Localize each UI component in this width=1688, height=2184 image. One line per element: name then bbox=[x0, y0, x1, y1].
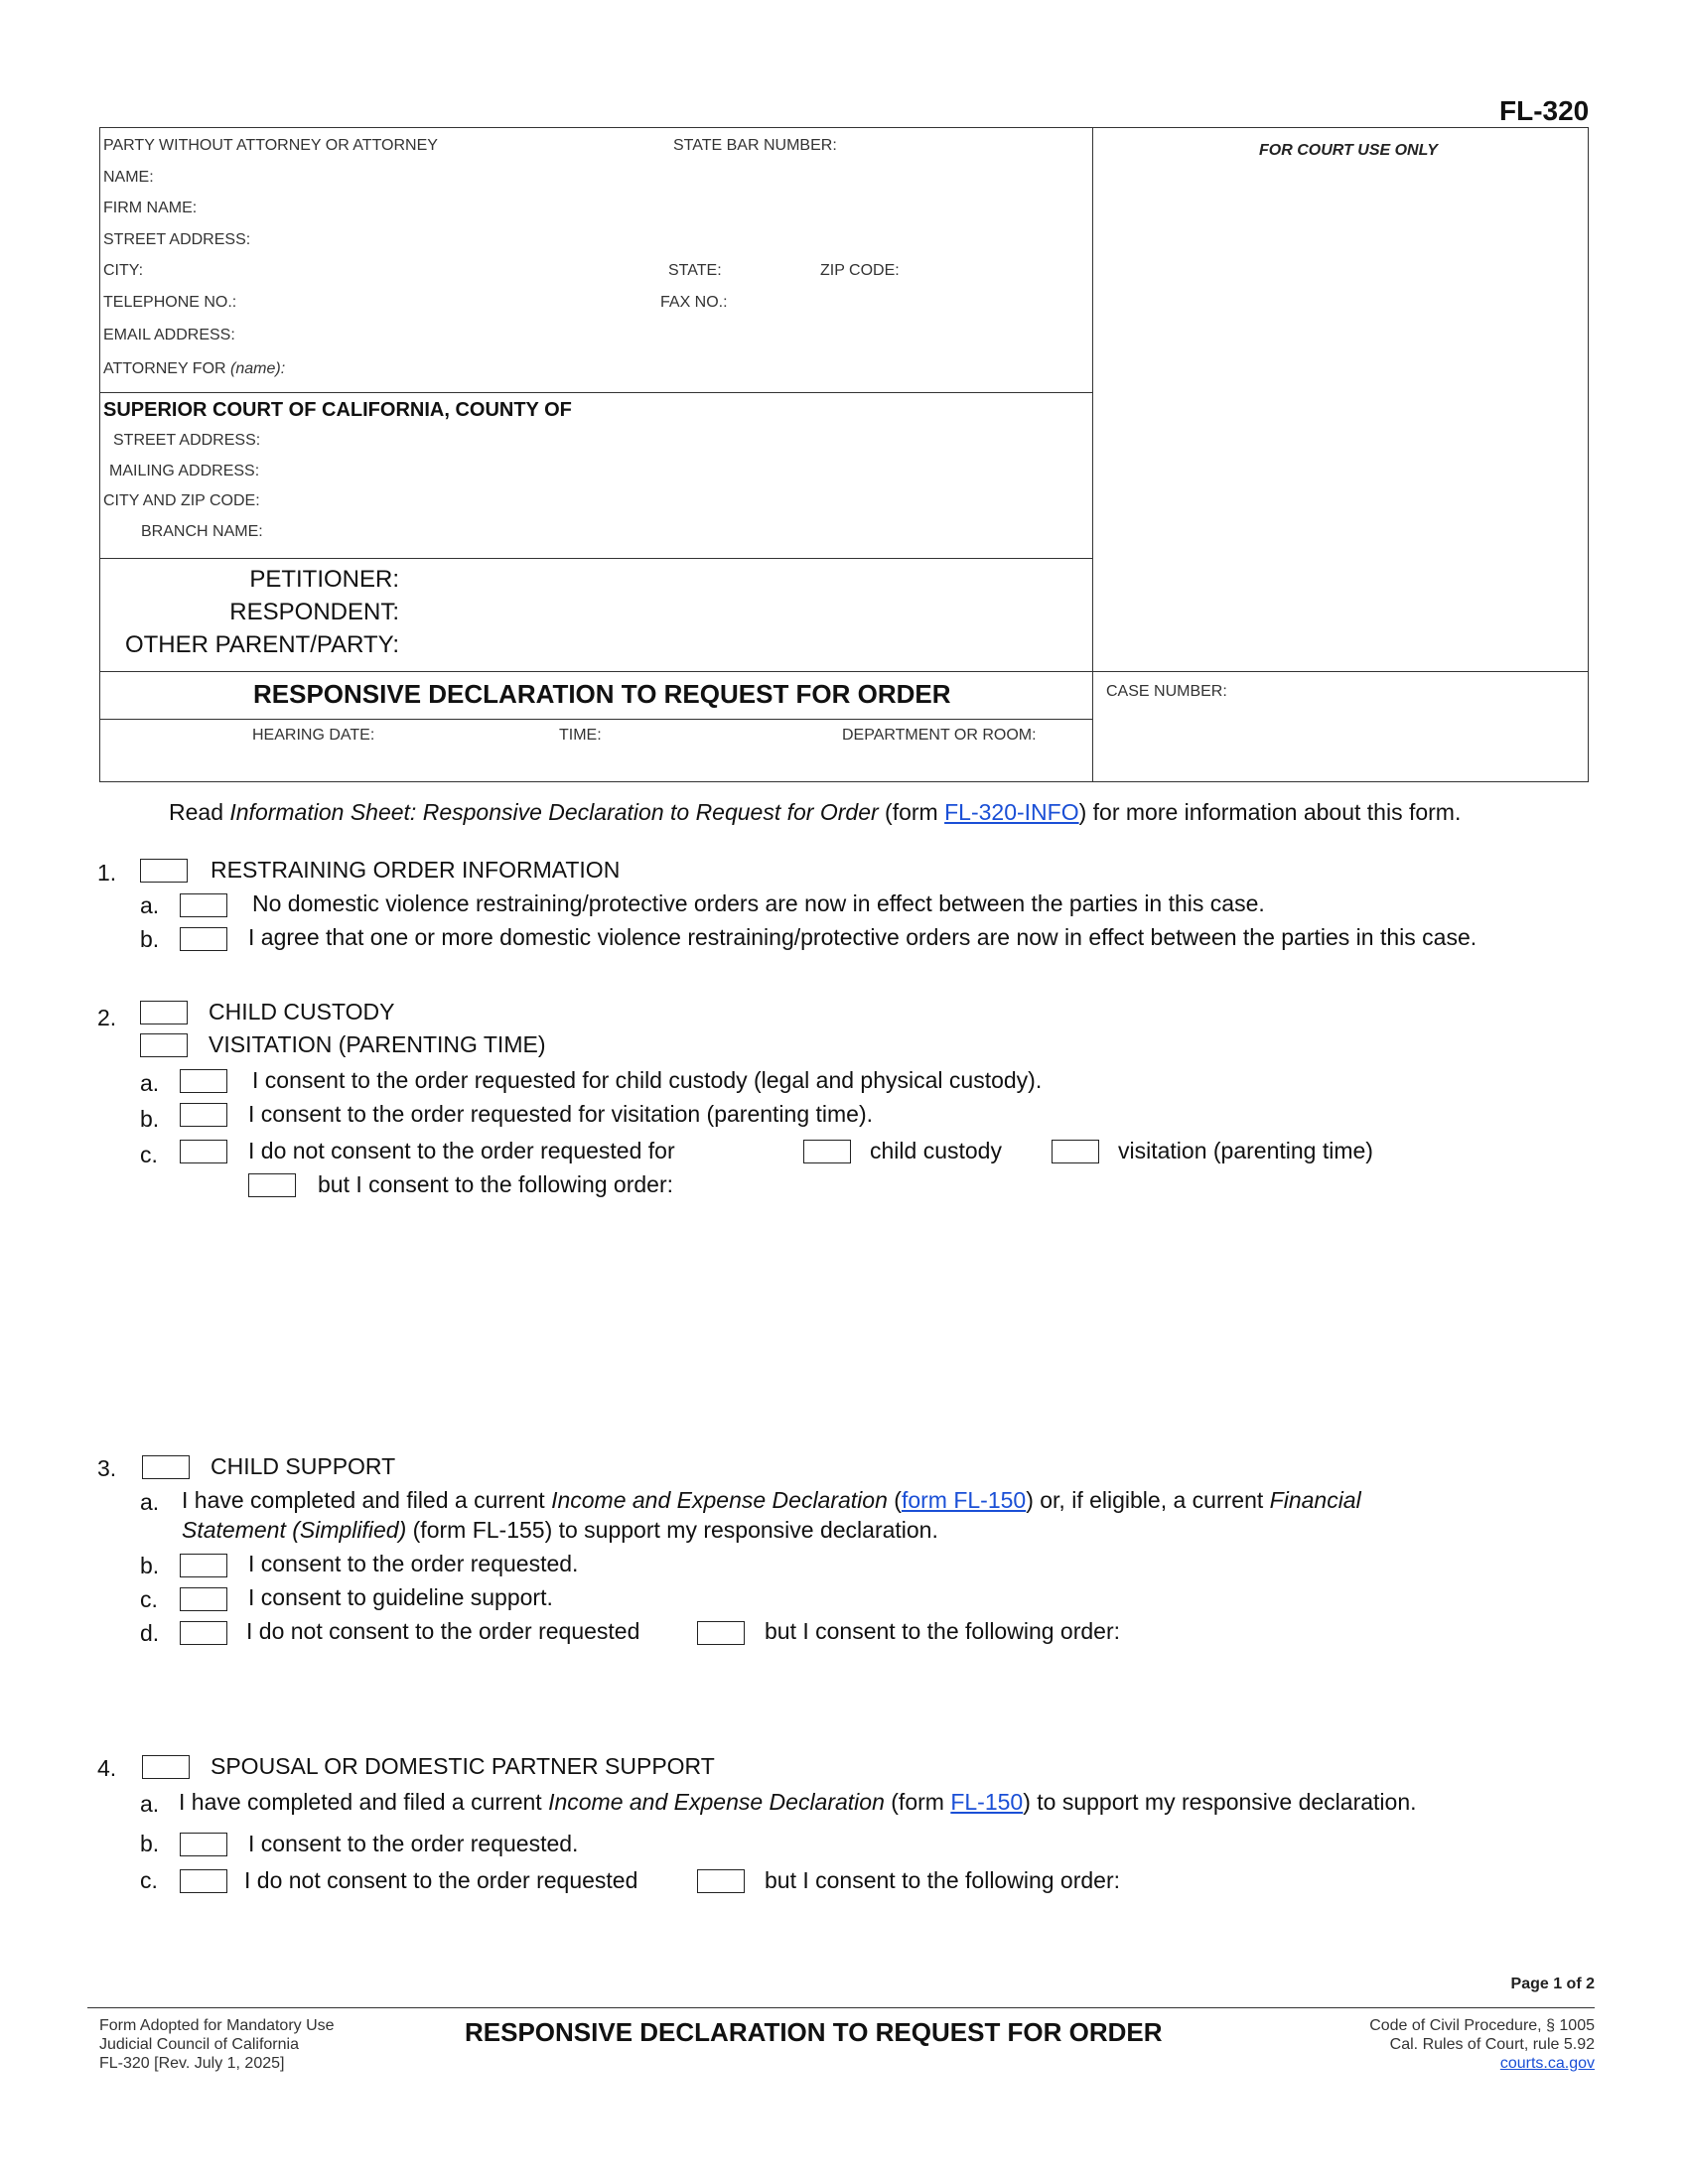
s4-a-form: (form bbox=[884, 1789, 951, 1815]
s4-b-text: I consent to the order requested. bbox=[248, 1831, 579, 1856]
title-hearing-divider bbox=[99, 719, 1092, 720]
s1-number: 1. bbox=[97, 860, 117, 886]
intro-form-open: (form bbox=[878, 799, 945, 825]
s2-a-label: a. bbox=[140, 1070, 160, 1096]
s4-c-label: c. bbox=[140, 1867, 158, 1893]
court-party-divider bbox=[99, 558, 1092, 559]
footer-left-2: Judicial Council of California bbox=[99, 2036, 299, 2053]
s3-b-label: b. bbox=[140, 1553, 160, 1578]
s3-a-ied: Income and Expense Declaration bbox=[551, 1487, 888, 1513]
s4-c-checkbox[interactable] bbox=[180, 1869, 227, 1893]
hearing-date-label: HEARING DATE: bbox=[252, 727, 375, 744]
state-label: STATE: bbox=[668, 262, 722, 279]
footer-title: RESPONSIVE DECLARATION TO REQUEST FOR ORDER bbox=[465, 2017, 1163, 2047]
attorney-for-label bbox=[103, 360, 285, 378]
s4-b-checkbox[interactable] bbox=[180, 1833, 227, 1856]
case-number-label: CASE NUMBER: bbox=[1106, 683, 1227, 700]
s2-number: 2. bbox=[97, 1005, 117, 1030]
time-label: TIME: bbox=[559, 727, 602, 744]
court-mailing-address-label: MAILING ADDRESS: bbox=[109, 463, 260, 479]
email-label: EMAIL ADDRESS: bbox=[103, 327, 235, 343]
s3-a-mid: ) or, if eligible, a current bbox=[1026, 1487, 1270, 1513]
s3-d-checkbox[interactable] bbox=[180, 1621, 227, 1645]
s2-c-visitation-text: visitation (parenting time) bbox=[1118, 1138, 1373, 1163]
courts-ca-gov-link[interactable] bbox=[1500, 2055, 1595, 2073]
s3-a-pre: I have completed and filed a current bbox=[182, 1487, 552, 1513]
street-address-label: STREET ADDRESS: bbox=[103, 231, 251, 248]
attorney-court-divider bbox=[99, 392, 1092, 393]
attorney-for-text: ATTORNEY FOR bbox=[103, 360, 226, 377]
s2-c-text: I do not consent to the order requested for bbox=[248, 1138, 675, 1163]
courts-ca-gov-link-text[interactable]: courts.ca.gov bbox=[1499, 2055, 1595, 2072]
intro-read: Read bbox=[169, 799, 230, 825]
s3-a-financial: Financial bbox=[1269, 1487, 1361, 1513]
intro-tail: ) for more information about this form. bbox=[1078, 799, 1462, 825]
s3-d-but-text: but I consent to the following order: bbox=[765, 1618, 1120, 1644]
footer-left-3: FL-320 [Rev. July 1, 2025] bbox=[99, 2055, 285, 2072]
s2-custody-checkbox[interactable] bbox=[140, 1001, 188, 1024]
s2-c-custody-text: child custody bbox=[870, 1138, 1002, 1163]
s2-b-label: b. bbox=[140, 1106, 160, 1132]
s2-c-but-text: but I consent to the following order: bbox=[318, 1171, 673, 1197]
zip-code-label: ZIP CODE: bbox=[820, 262, 900, 279]
s3-a-paren-open: ( bbox=[887, 1487, 902, 1513]
footer-right-2: Cal. Rules of Court, rule 5.92 bbox=[1389, 2036, 1595, 2053]
form-id: FL-320 bbox=[1499, 95, 1590, 126]
s3-checkbox[interactable] bbox=[142, 1455, 190, 1479]
s3-d-but-checkbox[interactable] bbox=[697, 1621, 745, 1645]
s3-b-text: I consent to the order requested. bbox=[248, 1551, 579, 1576]
s2-a-text: I consent to the order requested for child custody (legal and physical custody). bbox=[252, 1067, 1043, 1093]
s4-title: SPOUSAL OR DOMESTIC PARTNER SUPPORT bbox=[211, 1753, 715, 1779]
footer-rule bbox=[87, 2007, 1595, 2008]
s2-b-checkbox[interactable] bbox=[180, 1103, 227, 1127]
s2-b-text: I consent to the order requested for visitation (parenting time). bbox=[248, 1101, 873, 1127]
s4-c-text: I do not consent to the order requested bbox=[244, 1867, 638, 1893]
s3-c-text: I consent to guideline support. bbox=[248, 1584, 553, 1610]
firm-name-label: FIRM NAME: bbox=[103, 200, 198, 216]
s1-b-checkbox[interactable] bbox=[180, 927, 227, 951]
s2-c-custody-checkbox[interactable] bbox=[803, 1140, 851, 1163]
other-parent-label: OTHER PARENT/PARTY: bbox=[124, 631, 399, 658]
s3-form-fl-150-link[interactable]: form FL-150 bbox=[901, 1487, 1027, 1513]
s1-checkbox[interactable] bbox=[140, 859, 188, 883]
telephone-label: TELEPHONE NO.: bbox=[103, 294, 237, 311]
s4-checkbox[interactable] bbox=[142, 1755, 190, 1779]
department-label: DEPARTMENT OR ROOM: bbox=[842, 727, 1037, 744]
s2-a-checkbox[interactable] bbox=[180, 1069, 227, 1093]
s3-number: 3. bbox=[97, 1455, 117, 1481]
name-label: NAME: bbox=[103, 169, 154, 186]
intro-line bbox=[169, 799, 1461, 826]
s4-a-line bbox=[179, 1789, 1417, 1816]
footer-right-1: Code of Civil Procedure, § 1005 bbox=[1369, 2017, 1595, 2034]
s2-c-visitation-checkbox[interactable] bbox=[1052, 1140, 1099, 1163]
s4-a-label: a. bbox=[140, 1791, 160, 1817]
s3-a-statement: Statement (Simplified) bbox=[182, 1517, 407, 1543]
s3-a-line1 bbox=[182, 1487, 1361, 1514]
s1-b-text: I agree that one or more domestic violence restraining/protective orders are now in effect between the parties in this case. bbox=[248, 924, 1477, 950]
party-title-divider bbox=[99, 671, 1589, 672]
s3-c-label: c. bbox=[140, 1586, 158, 1612]
s2-title-visitation: VISITATION (PARENTING TIME) bbox=[209, 1031, 546, 1057]
s2-c-but-checkbox[interactable] bbox=[248, 1173, 296, 1197]
s4-b-label: b. bbox=[140, 1831, 160, 1856]
petitioner-label: PETITIONER: bbox=[249, 566, 399, 593]
s4-a-ied: Income and Expense Declaration bbox=[548, 1789, 885, 1815]
s3-a-line2-tail: (form FL-155) to support my responsive declaration. bbox=[406, 1517, 938, 1543]
respondent-label: RESPONDENT: bbox=[229, 599, 399, 625]
s4-number: 4. bbox=[97, 1755, 117, 1781]
footer-left-1: Form Adopted for Mandatory Use bbox=[99, 2017, 335, 2034]
s4-c-but-checkbox[interactable] bbox=[697, 1869, 745, 1893]
s3-d-text: I do not consent to the order requested bbox=[246, 1618, 640, 1644]
s2-c-checkbox[interactable] bbox=[180, 1140, 227, 1163]
s3-a-line2 bbox=[182, 1517, 938, 1544]
s3-title: CHILD SUPPORT bbox=[211, 1453, 396, 1479]
court-branch-name-label: BRANCH NAME: bbox=[141, 523, 263, 540]
s4-fl-150-link[interactable]: FL-150 bbox=[950, 1789, 1024, 1815]
s2-title-custody: CHILD CUSTODY bbox=[209, 999, 395, 1024]
court-title: SUPERIOR COURT OF CALIFORNIA, COUNTY OF bbox=[103, 399, 572, 421]
fax-label: FAX NO.: bbox=[660, 294, 728, 311]
court-city-zip-label: CITY AND ZIP CODE: bbox=[103, 492, 260, 509]
party-without-attorney-label: PARTY WITHOUT ATTORNEY OR ATTORNEY bbox=[103, 137, 438, 154]
state-bar-number-label: STATE BAR NUMBER: bbox=[673, 137, 837, 154]
s4-a-pre: I have completed and filed a current bbox=[179, 1789, 549, 1815]
s3-b-checkbox[interactable] bbox=[180, 1554, 227, 1577]
court-street-address-label: STREET ADDRESS: bbox=[113, 432, 261, 449]
s1-title: RESTRAINING ORDER INFORMATION bbox=[211, 857, 621, 883]
s3-a-label: a. bbox=[140, 1489, 160, 1515]
s3-d-label: d. bbox=[140, 1620, 160, 1646]
attorney-for-name-hint: (name): bbox=[230, 360, 286, 377]
s3-c-checkbox[interactable] bbox=[180, 1587, 227, 1611]
s4-c-but-text: but I consent to the following order: bbox=[765, 1867, 1120, 1893]
city-label: CITY: bbox=[103, 262, 144, 279]
page-number: Page 1 of 2 bbox=[1510, 1976, 1595, 1992]
s4-a-tail: ) to support my responsive declaration. bbox=[1023, 1789, 1417, 1815]
fl-320-info-link[interactable]: FL-320-INFO bbox=[944, 799, 1079, 825]
court-use-only-label: FOR COURT USE ONLY bbox=[1259, 142, 1438, 159]
document-title: RESPONSIVE DECLARATION TO REQUEST FOR ORDER bbox=[253, 679, 951, 709]
s1-b-label: b. bbox=[140, 926, 160, 952]
intro-sheet-title: Information Sheet: Responsive Declaration to Request for Order bbox=[229, 799, 879, 825]
s2-visitation-checkbox[interactable] bbox=[140, 1033, 188, 1057]
s1-a-checkbox[interactable] bbox=[180, 893, 227, 917]
s2-c-label: c. bbox=[140, 1142, 158, 1167]
s1-a-label: a. bbox=[140, 892, 160, 918]
s1-a-text: No domestic violence restraining/protective orders are now in effect between the parties in this case. bbox=[252, 890, 1265, 916]
caption-divider bbox=[1092, 127, 1093, 782]
